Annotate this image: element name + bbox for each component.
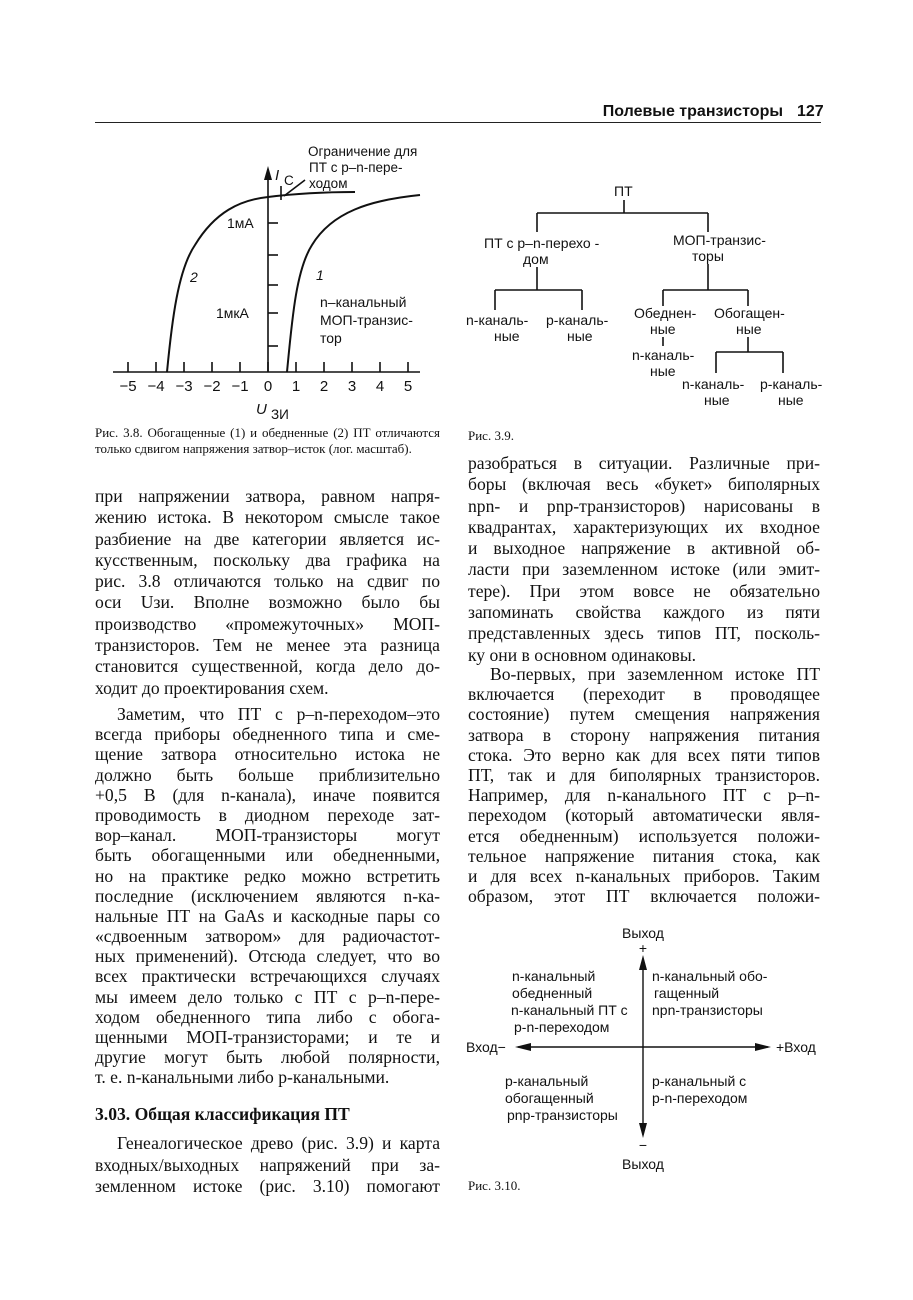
text-line: при напряжении затвора, равном напря-: [95, 486, 440, 506]
x-tick-label: 5: [403, 378, 413, 395]
text-line: производство «промежуточных» МОП-: [95, 613, 440, 634]
text-line: ходит до проектирования схем.: [95, 677, 329, 698]
text-line: рис. 3.8 отличаются только на сдвиг по: [95, 571, 440, 592]
quadrant-lr: p-канальный с: [652, 1073, 747, 1089]
quadrant-ur: n-канальный обо-: [652, 968, 768, 984]
tree-node-depl-n: n-каналь-: [632, 347, 695, 363]
x-tick-label: 0: [263, 378, 273, 395]
text-line: включается (переходит в проводящее: [468, 684, 820, 705]
device-label-line: n–канальный: [320, 294, 407, 310]
tree-node-depletion: ные: [650, 321, 676, 337]
text-line: всегда приборы обедненного типа и сме-: [95, 724, 440, 745]
paragraph: [468, 453, 820, 666]
text-line: npn- и pnp-транзисторов) нарисованы в: [468, 495, 820, 516]
input-left-label: Вход−: [466, 1039, 506, 1055]
arrow-down-icon: [639, 1123, 647, 1138]
text-line: нальные ПТ на GaAs и каскодные пары со: [95, 905, 440, 926]
minus-sign: −: [638, 1137, 648, 1153]
text-line: запоминать свойства каждого из пяти: [468, 602, 820, 623]
text-line: становится существенной, когда дело до-: [95, 656, 440, 677]
text-line: проводимость в диодном переходе зат-: [95, 804, 440, 825]
y-axis-arrow-icon: [264, 166, 272, 180]
text-line: оси Uзи. Вполне возможно было бы: [95, 592, 440, 613]
text-line: жению истока. В некотором смысле такое: [95, 507, 440, 528]
input-right-label: +Вход: [776, 1039, 816, 1055]
curve-1-label: 1: [316, 267, 324, 283]
x-tick-label: −2: [203, 378, 221, 395]
text-line: другие могут быть любой полярности,: [95, 1047, 440, 1068]
page-number: 127: [797, 103, 824, 120]
text-line: но на практике редко можно встретить: [95, 865, 440, 886]
figure-3-8: [113, 172, 420, 372]
text-line: разобраться в ситуации. Различные при-: [468, 453, 820, 473]
tree-node-mos: МОП-транзис-: [673, 232, 766, 248]
quadrant-ul: обедненный: [512, 985, 593, 1001]
text-line: тельное напряжение питания стока, как: [468, 845, 820, 866]
text-line: боры (включая весь «букет» биполярных: [468, 474, 820, 495]
tree-node-enh-n: ные: [704, 392, 730, 408]
tree-node-enh-p: ные: [778, 392, 804, 408]
tree-node-jfet: дом: [523, 251, 549, 267]
x-tick-label: 2: [319, 378, 329, 395]
quadrant-ul: n-канальный ПТ с: [511, 1002, 628, 1018]
text-line: образом, этот ПТ включается положи-: [468, 886, 820, 907]
text-line: представленных здесь типов ПТ, посколь-: [468, 623, 820, 644]
label-1ua: 1мкА: [216, 305, 249, 321]
text-line: +0,5 В (для n-канала), иначе появится: [95, 784, 440, 805]
annotation-line: Ограничение для: [308, 144, 418, 159]
text-line: «сдвоенным затвором» для радиочастот-: [95, 926, 440, 947]
x-tick-label: 4: [375, 378, 385, 395]
text-line: ных применений). Отсюда следует, что во: [95, 946, 440, 967]
arrow-right-icon: [755, 1043, 771, 1051]
annotation-line: ПТ с p–n-пере-: [309, 160, 403, 175]
text-line: затвора в сторону напряжения питания: [468, 724, 820, 745]
text-line: переходом (который автоматически явля-: [468, 805, 820, 826]
text-line: тере). При этом вовсе не обязательно: [468, 580, 820, 601]
arrow-up-icon: [639, 955, 647, 970]
text-line: Например, для n-канального ПТ с p–n-: [468, 785, 820, 806]
x-tick-label: 1: [291, 378, 301, 395]
x-axis-sub: ЗИ: [271, 407, 289, 422]
figure-3-9-caption: Рис. 3.9.: [468, 428, 514, 443]
quadrant-ll: p-канальный: [505, 1073, 589, 1089]
arrow-left-icon: [515, 1043, 531, 1051]
text-line: состояние) путем смещения напряжения: [468, 704, 820, 725]
x-tick-label: −4: [147, 378, 165, 395]
text-line: т. е. n-канальными либо p-канальными.: [95, 1067, 390, 1088]
running-header-title: Полевые транзисторы: [602, 103, 783, 120]
text-line: ласти при заземленном истоке (или эмит-: [468, 559, 820, 580]
tree-node-jfet-n: n-каналь-: [466, 312, 529, 328]
tree-node-jfet-p: ные: [567, 328, 593, 344]
quadrant-ll: обогащенный: [505, 1090, 594, 1106]
output-top-label: Выход: [622, 925, 664, 941]
text-line: и выходное напряжение в активной об-: [468, 538, 820, 559]
tree-node-jfet: ПТ с p–n-перехо -: [484, 235, 600, 251]
text-line: ПТ, так и для биполярных транзисторов.: [468, 764, 820, 785]
paragraph: [95, 1133, 440, 1198]
quadrant-ur: гащенный: [654, 985, 720, 1001]
x-tick-label: −5: [119, 378, 137, 395]
paragraph: [468, 664, 820, 906]
tree-node-enhancement: Обогащен-: [714, 305, 785, 321]
figure-3-10-caption: Рис. 3.10.: [468, 1178, 521, 1193]
quadrant-ul: p-n-переходом: [514, 1019, 610, 1035]
text-line: мы имеем дело только с ПТ с p–n-пере-: [95, 986, 440, 1007]
tree-node-enh-p: p-каналь-: [760, 376, 823, 392]
label-1ma: 1мА: [227, 215, 254, 231]
text-line: разбиение на две категории является ис-: [95, 528, 440, 549]
paragraph: [95, 486, 440, 699]
tree-node-mos: торы: [692, 248, 724, 264]
device-label-line: МОП-транзис-: [320, 312, 413, 328]
tree-node-jfet-p: p-каналь-: [546, 312, 609, 328]
text-line: Во-первых, при заземленном истоке ПТ: [490, 664, 820, 684]
text-line: кусственным, поскольку два графика на: [95, 549, 440, 570]
device-label-line: тор: [320, 330, 342, 346]
quadrant-ul: n-канальный: [512, 968, 596, 984]
x-axis-label: U: [256, 401, 267, 418]
text-line: щенными МОП-транзисторами; и те и: [95, 1027, 440, 1047]
text-line: стока. Это верно как для всех пяти типов: [468, 744, 820, 765]
figure-3-8-caption: Рис. 3.8. Обогащенные (1) и обедненные (2) ПТ отличаются только сдвигом напряжения затвор–исток (лог. масштаб).: [95, 425, 440, 456]
text-line: ку они в основном одинаковы.: [468, 644, 697, 665]
text-line: земленном истоке (рис. 3.10) помогают: [95, 1176, 440, 1196]
paragraph: [95, 704, 440, 1088]
annotation-line: ходом: [309, 176, 348, 191]
quadrant-ur: npn-транзисторы: [652, 1002, 763, 1018]
x-tick-label: 3: [347, 378, 357, 395]
text-line: ется обедненным) используется положи-: [468, 825, 820, 846]
curve-1-enhancement: [287, 195, 420, 372]
output-bottom-label: Выход: [622, 1156, 664, 1172]
text-line: Генеалогическое древо (рис. 3.9) и карта: [117, 1133, 440, 1153]
section-heading: 3.03. Общая классификация ПТ: [95, 1104, 350, 1124]
tree-root: ПТ: [614, 183, 633, 199]
text-line: щение затвора относительно истока не: [95, 744, 440, 765]
text-line: всех практически встречающихся случаях: [95, 966, 440, 987]
text-line: последние (исключением являются n-ка-: [95, 885, 440, 906]
text-line: транзисторов. Тем не менее эта разница: [95, 635, 440, 656]
text-line: входных/выходных напряжений при за-: [95, 1154, 440, 1175]
plus-sign: +: [638, 940, 648, 956]
tree-node-enhancement: ные: [736, 321, 762, 337]
text-line: Заметим, что ПТ с p–n-переходом–это: [117, 704, 440, 724]
x-tick-label: −3: [175, 378, 193, 395]
curve-2-label: 2: [190, 269, 198, 285]
text-line: ходом обедненного типа либо с обога-: [95, 1006, 440, 1027]
text-line: квадрантах, характеризующих их входное: [468, 516, 820, 537]
tree-node-depl-n: ные: [650, 363, 676, 379]
y-axis-sub: C: [284, 173, 294, 188]
tree-node-enh-n: n-каналь-: [682, 376, 745, 392]
quadrant-lr: p-n-переходом: [652, 1090, 748, 1106]
tree-node-depletion: Обеднен-: [634, 305, 697, 321]
text-line: быть обогащенными или обедненными,: [95, 845, 440, 866]
text-line: вор–канал. МОП-транзисторы могут: [95, 825, 440, 846]
text-line: и для всех n-канальных приборов. Таким: [468, 865, 820, 886]
y-axis-label: I: [275, 167, 280, 184]
quadrant-ll: pnp-транзисторы: [507, 1107, 618, 1123]
tree-node-jfet-n: ные: [494, 328, 520, 344]
text-line: должно быть больше приблизительно: [95, 764, 440, 785]
x-tick-label: −1: [231, 378, 249, 395]
